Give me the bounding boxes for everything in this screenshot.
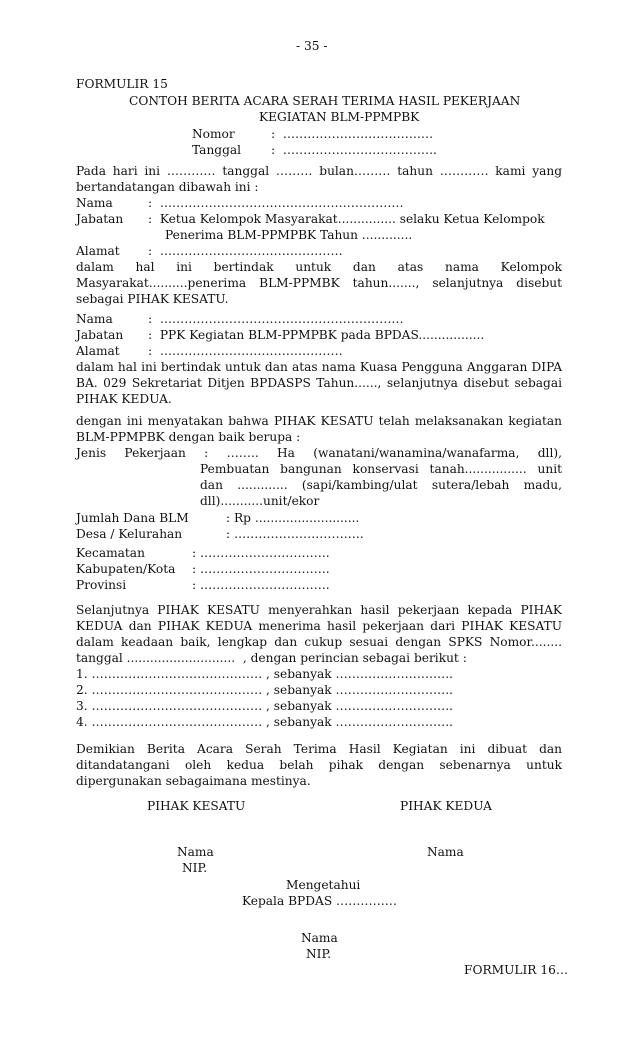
party2-alamat-value: : ………………………………………	[148, 344, 343, 358]
page-number: - 35 -	[296, 39, 328, 53]
party1-nama-value: : ……………………………………………………	[148, 196, 404, 210]
signature-kepala-bpdas: Kepala BPDAS ……………	[242, 894, 397, 908]
closing-line2: ditandatangani oleh kedua belah pihak dengan sebenarnya untuk	[76, 758, 562, 772]
signature-nama-3: Nama	[301, 931, 338, 945]
kabupaten-label: Kabupaten/Kota	[76, 562, 176, 576]
handover-item-2: 2. …………………………………… , sebanyak ………………………..	[76, 683, 453, 697]
party2-nama-value: : ……………………………………………………	[148, 312, 404, 326]
closing-line3: dipergunakan sebagaimana mestinya.	[76, 774, 311, 788]
party2-role-line1: dalam hal ini bertindak untuk dan atas nama Kuasa Pengguna Anggaran DIPA	[76, 360, 562, 374]
signature-mengetahui: Mengetahui	[286, 878, 361, 892]
signature-nip-3: NIP.	[306, 947, 332, 961]
desa-value: : …………………………..	[226, 527, 364, 541]
statement-line1: dengan ini menyatakan bahwa PIHAK KESATU telah melaksanakan kegiatan	[76, 414, 562, 428]
signature-nama-2: Nama	[427, 845, 464, 859]
desa-label: Desa / Kelurahan	[76, 527, 183, 541]
party2-jabatan-label: Jabatan	[76, 328, 124, 342]
party2-role-line3: PIHAK KEDUA.	[76, 392, 172, 406]
kecamatan-label: Kecamatan	[76, 546, 145, 560]
handover-line4: tanggal ............................ , dengan perincian sebagai berikut :	[76, 651, 467, 665]
party1-alamat-value: : ………………………………………	[148, 244, 343, 258]
form-label: FORMULIR 15	[76, 77, 168, 91]
party2-alamat-label: Alamat	[76, 344, 120, 358]
handover-item-3: 3. …………………………………… , sebanyak ………………………..	[76, 699, 453, 713]
party2-jabatan-value: : PPK Kegiatan BLM-PPMPBK pada BPDAS.................	[148, 328, 485, 342]
provinsi-label: Provinsi	[76, 578, 127, 592]
kecamatan-value: : …………………………..	[192, 546, 330, 560]
provinsi-value: : …………………………..	[192, 578, 330, 592]
handover-line1: Selanjutnya PIHAK KESATU menyerahkan hasil pekerjaan kepada PIHAK	[76, 603, 562, 617]
party1-jabatan-line1: : Ketua Kelompok Masyarakat............... selaku Ketua Kelompok	[148, 212, 545, 226]
party2-role-line2: BA. 029 Sekretariat Ditjen BPDASPS Tahun......, selanjutnya disebut sebagai	[76, 376, 562, 390]
jenis-pekerjaan-line3: dan ............. (sapi/kambing/ulat sutera/lebah madu,	[200, 478, 562, 492]
next-form-label: FORMULIR 16…	[464, 963, 569, 977]
jenis-pekerjaan-line4: dll)...........unit/ekor	[200, 494, 320, 508]
signature-pihak-kesatu: PIHAK KESATU	[147, 799, 246, 813]
handover-item-1: 1. …………………………………… , sebanyak ………………………..	[76, 667, 453, 681]
nomor-value: : ……………………………….	[271, 127, 433, 141]
signature-pihak-kedua: PIHAK KEDUA	[400, 799, 492, 813]
party2-nama-label: Nama	[76, 312, 113, 326]
party1-jabatan-line2: Penerima BLM-PPMPBK Tahun .............	[165, 228, 413, 242]
party1-role-line3: sebagai PIHAK KESATU.	[76, 292, 229, 306]
handover-item-4: 4. …………………………………… , sebanyak ………………………..	[76, 715, 453, 729]
intro-line1: Pada hari ini ………… tanggal ……… bulan……… tahun ………… kami yang	[76, 164, 562, 178]
closing-line1: Demikian Berita Acara Serah Terima Hasil Kegiatan ini dibuat dan	[76, 742, 562, 756]
jumlah-dana-label: Jumlah Dana BLM	[76, 511, 189, 525]
handover-line3: dalam keadaan baik, lengkap dan cukup sesuai dengan SPKS Nomor........	[76, 635, 562, 649]
jumlah-dana-value: : Rp ...........................	[226, 511, 360, 525]
document-title-line2: KEGIATAN BLM-PPMPBK	[259, 110, 420, 124]
document-title-line1: CONTOH BERITA ACARA SERAH TERIMA HASIL PEKERJAAN	[129, 94, 521, 108]
party1-role-line1: dalam hal ini bertindak untuk dan atas nama Kelompok	[76, 260, 562, 274]
nomor-label: Nomor	[192, 127, 235, 141]
party1-role-line2: Masyarakat..........penerima BLM-PPMBK tahun......., selanjutnya disebut	[76, 276, 562, 290]
party1-alamat-label: Alamat	[76, 244, 120, 258]
jenis-pekerjaan-line1: Jenis Pekerjaan : …….. Ha (wanatani/wanamina/wanafarma, dll),	[76, 446, 562, 460]
signature-nip-1: NIP.	[182, 861, 208, 875]
kabupaten-value: : …………………………..	[192, 562, 330, 576]
intro-line2: bertandatangan dibawah ini :	[76, 180, 259, 194]
jenis-pekerjaan-line2: Pembuatan bangunan konservasi tanah................ unit	[200, 462, 562, 476]
statement-line2: BLM-PPMPBK dengan baik berupa :	[76, 430, 301, 444]
party1-jabatan-label: Jabatan	[76, 212, 124, 226]
handover-line2: KEDUA dan PIHAK KEDUA menerima hasil pekerjaan dari PIHAK KESATU	[76, 619, 562, 633]
party1-nama-label: Nama	[76, 196, 113, 210]
tanggal-label: Tanggal	[192, 143, 242, 157]
signature-nama-1: Nama	[177, 845, 214, 859]
tanggal-value: : ………………………………..	[271, 143, 437, 157]
